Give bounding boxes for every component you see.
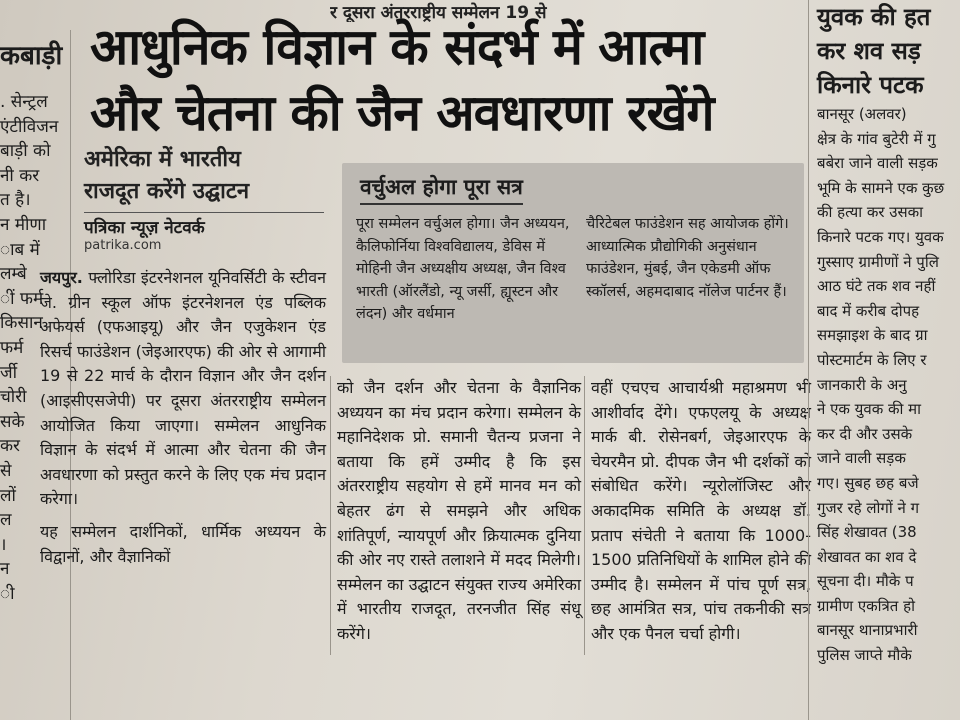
left-column-line: । bbox=[0, 534, 7, 555]
right-column-line: सिंह शेखावत (38 bbox=[817, 523, 917, 542]
byline-site: patrika.com bbox=[84, 238, 162, 253]
right-column-line: समझाइश के बाद ग्रा bbox=[817, 326, 928, 345]
left-column-line: लों bbox=[0, 485, 16, 506]
right-column-line: पोस्टमार्टम के लिए र bbox=[817, 350, 927, 369]
right-column-line: क्षेत्र के गांव बुटेरी में गु bbox=[817, 129, 936, 148]
subhead-line-2: राजदूत करेंगे उद्घाटन bbox=[84, 179, 250, 204]
left-column-line: बाड़ी को bbox=[0, 141, 51, 162]
right-column-line: बानसूर थानाप्रभारी bbox=[817, 621, 918, 640]
right-adjacent-column bbox=[808, 0, 960, 720]
right-column-heading-2: कर शव सड़ bbox=[817, 37, 921, 65]
left-column-line: न मीणा bbox=[0, 214, 47, 235]
left-column-line: से bbox=[0, 460, 12, 481]
headline-line-2: और चेतना की जैन अवधारणा रखेंगे bbox=[90, 84, 714, 142]
left-column-line: ल bbox=[0, 510, 12, 531]
right-column-text bbox=[817, 102, 960, 668]
article-column-1 bbox=[40, 266, 326, 577]
left-column-line: कर bbox=[0, 436, 21, 457]
right-column-line: गए। सुबह छह बजे bbox=[817, 473, 919, 492]
top-strip-headline: र दूसरा अंतरराष्ट्रीय सम्मेलन 19 से bbox=[330, 3, 547, 22]
article-paragraph-2: यह सम्मेलन दार्शनिकों, धार्मिक अध्ययन के विद्वानों, और वैज्ञानिकों bbox=[40, 521, 326, 566]
article-column-3 bbox=[584, 376, 811, 655]
article-paragraph-3: को जैन दर्शन और चेतना के वैज्ञानिक अध्ययन का मंच प्रदान करेगा। सम्मेलन के महानिदेशक प्रो. समानी चैतन्य प्रजना ने बताया कि हमें उम्मीद है कि इस अंतरराष्ट्रीय सहयोग से हमें मानव मन को बेहतर ढंग से समझने और अधिक शांतिपूर्ण, न्यायपूर्ण और क्रियात्मक दुनिया की ओर नए रास्ते तलाशने में मदद मिलेगी। सम्मेलन का उद्घाटन संयुक्त राज्य अमेरिका में भारतीय राजदूत, तरनजीत सिंह संधू करेंगे। bbox=[337, 378, 581, 643]
left-column-line: सके bbox=[0, 411, 25, 432]
right-column-line: बाद में करीब दोपह bbox=[817, 301, 920, 320]
left-column-line: र्जी bbox=[0, 362, 18, 383]
left-column-heading: कबाड़ी bbox=[0, 41, 63, 71]
right-column-heading-1: युवक की हत bbox=[817, 3, 931, 31]
left-column-line: फर्म bbox=[0, 337, 24, 358]
right-column-line: बानसूर (अलवर) bbox=[817, 105, 907, 123]
right-column-line: गुजर रहे लोगों ने ग bbox=[817, 498, 920, 517]
right-column-line: आठ घंटे तक शव नहीं bbox=[817, 277, 936, 296]
left-column-line: ीं फर्म bbox=[0, 288, 44, 309]
right-column-line: ने एक युवक की मा bbox=[817, 400, 922, 419]
right-column-heading-3: किनारे पटक bbox=[817, 71, 924, 99]
right-column-line: किनारे पटक गए। युवक bbox=[817, 227, 944, 246]
byline-agency: पत्रिका न्यूज़ नेटवर्क bbox=[84, 218, 205, 238]
right-column-line: बबेरा जाने वाली सड़क bbox=[817, 154, 938, 173]
left-column-line: चोरी bbox=[0, 387, 27, 408]
right-column-line: पुलिस जाप्ते मौके bbox=[817, 646, 912, 665]
left-column-line: ी bbox=[0, 583, 15, 604]
right-column-line: कर दी और उसके bbox=[817, 424, 913, 443]
left-column-line: त है। bbox=[0, 190, 31, 211]
left-column-line: . सेन्ट्रल bbox=[0, 92, 48, 112]
info-box-text-1: पूरा सम्मेलन वर्चुअल होगा। जैन अध्ययन, कैलिफोर्निया विश्वविद्यालय, डेविस में मोहिनी जैन अध्यक्षीय अध्यक्ष, जैन विश्व भारती (ऑरलैंडो, न्यू जर्सी, ह्यूस्टन और लंदन) और वर्धमान bbox=[356, 216, 570, 322]
left-column-line: न bbox=[0, 559, 10, 580]
right-column-line: जानकारी के अनु bbox=[817, 375, 907, 394]
byline bbox=[84, 212, 324, 253]
info-box bbox=[342, 163, 804, 363]
right-column-line: जाने वाली सड़क bbox=[817, 449, 906, 468]
left-column-line: एंटीविजन bbox=[0, 116, 59, 137]
right-column-line: सूचना दी। मौके प bbox=[817, 572, 914, 591]
article-paragraph-1: फ्लोरिडा इंटरनेशनल यूनिवर्सिटी के स्टीवन जे. ग्रीन स्कूल ऑफ इंटरनेशनल एंड पब्लिक अफेयर्स (एफआइयू) और जैन एजुकेशन एंड रिसर्च फाउंडेशन (जेइआरएफ) की ओर से आगामी 19 से 22 मार्च के दौरान विज्ञान और जैन दर्शन (आइसीएसजेपी) पर दूसरा अंतरराष्ट्रीय सम्मेलन आयोजित किया जाएगा। सम्मेलन आधुनिक विज्ञान के संदर्भ में आत्मा और चेतना की जैन अवधारणा को प्रस्तुत करने के लिए एक मंच प्रदान करेगा। bbox=[40, 268, 326, 509]
right-column-line: भूमि के सामने एक कुछ bbox=[817, 178, 945, 197]
left-column-line: लम्बे bbox=[0, 264, 27, 285]
headline-line-1: आधुनिक विज्ञान के संदर्भ में आत्मा bbox=[90, 18, 704, 76]
main-headline bbox=[90, 14, 810, 146]
article-column-2 bbox=[330, 376, 581, 655]
left-column-line: नी कर bbox=[0, 165, 40, 186]
right-column-line: गुस्साए ग्रामीणों ने पुलि bbox=[817, 252, 939, 271]
dateline: जयपुर. bbox=[40, 268, 83, 287]
article-paragraph-4: वहीं एचएच आचार्यश्री महाश्रमण भी आशीर्वाद देंगे। एफएलयू के अध्यक्ष मार्क बी. रोसेनबर्ग, जेइआरएफ के चेयरमैन प्रो. दीपक जैन भी दर्शकों को संबोधित करेंगे। न्यूरोलॉजिस्ट और अकादमिक समिति के अध्यक्ष डॉ. प्रताप संचेती ने बताया कि 1000-1500 प्रतिनिधियों के शामिल होने की उम्मीद है। सम्मेलन में पांच पूर्ण सत्र, छह आमंत्रित सत्र, पांच तकनीकी सत्र और एक पैनल चर्चा होगी। bbox=[591, 378, 811, 643]
left-column-line: ाब में bbox=[0, 239, 40, 260]
right-column-line: की हत्या कर उसका bbox=[817, 203, 924, 222]
subheadline bbox=[84, 144, 324, 208]
subhead-line-1: अमेरिका में भारतीय bbox=[84, 147, 241, 172]
right-column-line: ग्रामीण एकत्रित हो bbox=[817, 596, 915, 615]
left-column-line: किसान bbox=[0, 313, 43, 334]
info-box-text-2: चैरिटेबल फाउंडेशन सह आयोजक होंगे। आध्यात्मिक प्रौद्योगिकी अनुसंधान फाउंडेशन, मुंबई, जैन एकेडमी ऑफ स्कॉलर्स, अहमदाबाद नॉलेज पार्टनर हैं। bbox=[586, 216, 789, 300]
right-column-line: शेखावत का शव दे bbox=[817, 547, 917, 566]
info-box-heading: वर्चुअल होगा पूरा सत्र bbox=[360, 173, 523, 205]
